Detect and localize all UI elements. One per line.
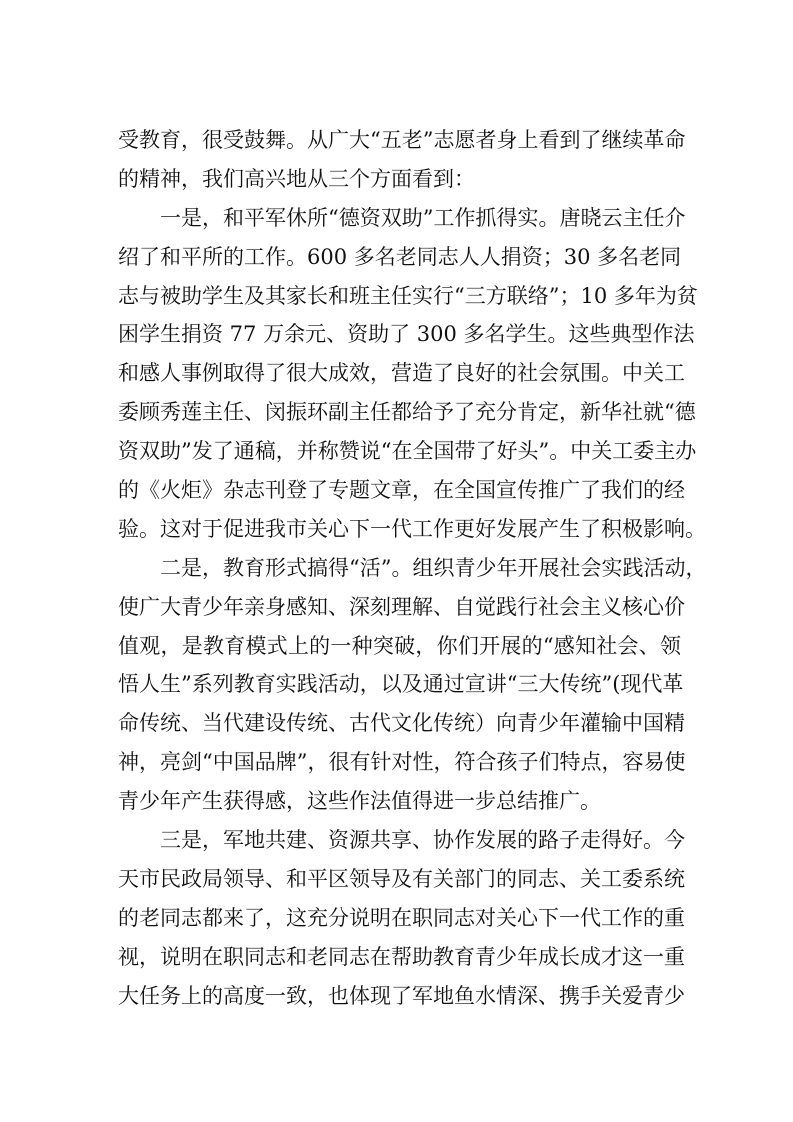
text-line: 命传统、当代建设传统、古代文化传统）向青少年灌输中国精 xyxy=(118,711,685,736)
text-line: 的老同志都来了，这充分说明在职同志对关心下一代工作的重 xyxy=(118,905,685,930)
text-line: 二是，教育形式搞得“活”。组织青少年开展社会实践活动， xyxy=(160,555,707,580)
text-line: 绍了和平所的工作。600 多名老同志人人捐资；30 多名老同 xyxy=(118,244,682,269)
text-line: 委顾秀莲主任、闵振环副主任都给予了充分肯定，新华社就“德 xyxy=(118,400,696,425)
document-body xyxy=(118,121,707,1015)
text-line: 大任务上的高度一致，也体现了军地鱼水情深、携手关爱青少 xyxy=(118,983,685,1008)
text-line: 悟人生”系列教育实践活动，以及通过宣讲“三大传统”(现代革 xyxy=(118,672,684,697)
text-line: 的《火炬》杂志刊登了专题文章，在全国宣传推广了我们的经 xyxy=(118,478,685,503)
text-line: 困学生捐资 77 万余元、资助了 300 多名学生。这些典型作法 xyxy=(118,322,695,347)
text-line: 一是，和平军休所“德资双助”工作抓得实。唐晓云主任介 xyxy=(160,205,686,230)
text-line: 视，说明在职同志和老同志在帮助教育青少年成长成才这一重 xyxy=(118,944,685,969)
text-line: 使广大青少年亲身感知、深刻理解、自觉践行社会主义核心价 xyxy=(118,594,685,619)
text-line: 青少年产生获得感，这些作法值得进一步总结推广。 xyxy=(118,789,601,814)
text-line: 神，亮剑“中国品牌”，很有针对性，符合孩子们特点，容易使 xyxy=(118,750,686,775)
text-line: 天市民政局领导、和平区领导及有关部门的同志、关工委系统 xyxy=(118,866,685,891)
text-line: 和感人事例取得了很大成效，营造了良好的社会氛围。中关工 xyxy=(118,361,685,386)
text-line: 的精神，我们高兴地从三个方面看到： xyxy=(118,166,475,191)
text-line: 验。这对于促进我市关心下一代工作更好发展产生了积极影响。 xyxy=(118,516,706,541)
text-line: 志与被助学生及其家长和班主任实行“三方联络”；10 多年为贫 xyxy=(118,283,698,308)
text-line: 值观，是教育模式上的一种突破，你们开展的“感知社会、领 xyxy=(118,633,681,658)
text-line: 资双助”发了通稿，并称赞说“在全国带了好头”。中关工委主办 xyxy=(118,439,697,464)
text-line: 三是，军地共建、资源共享、协作发展的路子走得好。今 xyxy=(160,828,685,853)
text-line: 受教育，很受鼓舞。从广大“五老”志愿者身上看到了继续革命 xyxy=(118,128,686,152)
